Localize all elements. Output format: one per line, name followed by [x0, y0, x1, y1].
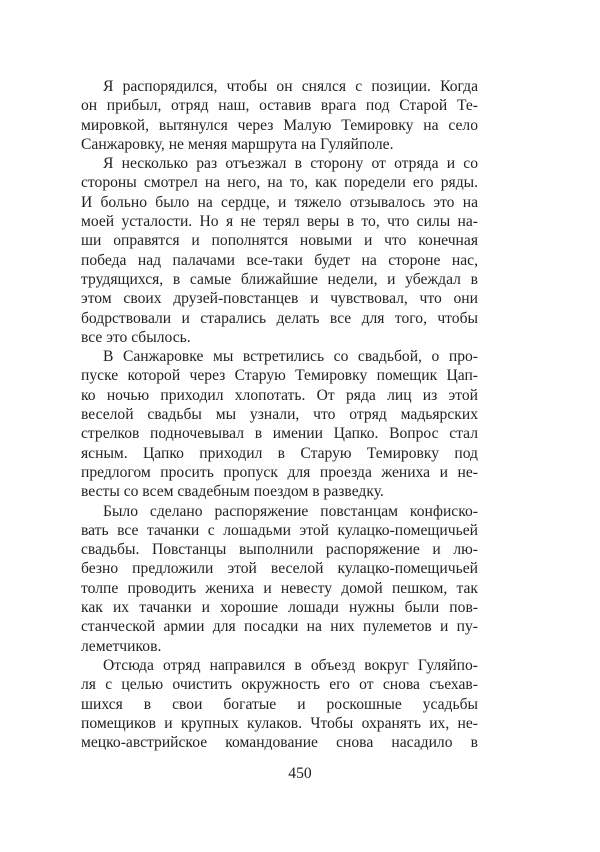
- text-line: веселой свадьбы мы узнали, что отряд мадьярских: [81, 406, 478, 424]
- text-line: ясным. Цапко приходил в Старую Темировку под: [81, 444, 478, 462]
- text-line: все это сбылось.: [81, 328, 191, 346]
- paragraph: [81, 656, 478, 752]
- page-number: 450: [288, 765, 312, 782]
- text-line: шихся в свои богатые и роскошные усадьбы: [81, 695, 478, 713]
- paragraph: [81, 154, 478, 347]
- text-line: Было сделано распоряжение повстанцам конфиско-: [103, 502, 478, 520]
- text-line: ко ночью приходил хлопотать. От ряда лиц из этой: [81, 386, 478, 404]
- text-line: толпе проводить жениха и невесту домой пешком, так: [81, 579, 478, 597]
- text-line: ля с целью очистить окружность его от снова съехав-: [81, 676, 478, 694]
- text-line: моей усталости. Но я не терял веры в то, что силы на-: [81, 213, 478, 231]
- paragraph: [81, 347, 478, 501]
- page-body: [81, 77, 478, 752]
- text-line: трудящихся, в самые ближайшие недели, и убеждал в: [81, 270, 478, 288]
- text-line: как их тачанки и хорошие лошади нужны были пов-: [81, 599, 478, 617]
- text-line: мецко-австрийское командование снова насадило в: [81, 734, 478, 752]
- text-line: леметчиков.: [81, 637, 162, 655]
- text-line: Я распорядился, чтобы он снялся с позиции. Когда: [103, 78, 478, 95]
- text-line: В Санжаровке мы встретились со свадьбой, о про-: [103, 348, 478, 366]
- text-line: весты со всем свадебным поездом в разведку.: [81, 483, 384, 501]
- text-line: станческой армии для посадки на них пулеметов и пу-: [81, 618, 478, 636]
- text-line: этом своих друзей-повстанцев и чувствовал, что они: [81, 290, 478, 308]
- text-line: стрелков подночевывал в имении Цапко. Вопрос стал: [81, 425, 478, 443]
- paragraph: [81, 502, 478, 656]
- text-line: победа над палачами все-таки будет на стороне нас,: [81, 251, 478, 269]
- text-line: предлогом просить пропуск для проезда жениха и не-: [81, 463, 478, 481]
- text-line: И больно было на сердце, и тяжело отзывалось это на: [81, 193, 478, 211]
- text-line: ши оправятся и пополнятся новыми и что конечная: [81, 232, 478, 250]
- text-line: он прибыл, отряд наш, оставив врага под Старой Те-: [81, 97, 478, 115]
- text-line: мировкой, вытянулся через Малую Темировку на село: [81, 116, 478, 134]
- paragraph: [81, 77, 478, 154]
- text-line: Я несколько раз отъезжал в сторону от отряда и со: [103, 155, 478, 173]
- text-line: бодрствовали и старались делать все для того, чтобы: [81, 309, 478, 327]
- text-line: безно предложили этой веселой кулацко-помещичьей: [81, 560, 478, 578]
- text-line: Санжаровку, не меняя маршрута на Гуляйполе.: [81, 135, 394, 153]
- text-line: Отсюда отряд направился в объезд вокруг Гуляйпо-: [103, 656, 478, 674]
- text-line: пуске которой через Старую Темировку помещик Цап-: [81, 367, 478, 385]
- text-line: помещиков и крупных кулаков. Чтобы охранять их, не-: [81, 714, 478, 732]
- text-line: вать все тачанки с лошадьми этой кулацко-помещичьей: [81, 521, 478, 539]
- text-line: свадьбы. Повстанцы выполнили распоряжение и лю-: [81, 541, 478, 559]
- text-line: стороны смотрел на него, на то, как поредели его ряды.: [81, 174, 478, 192]
